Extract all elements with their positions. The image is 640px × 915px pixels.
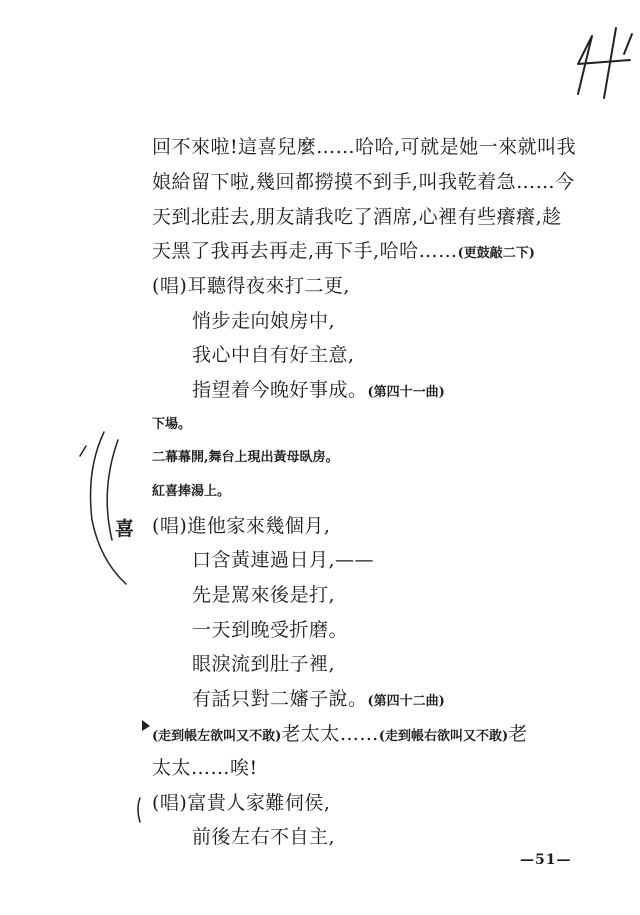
sung-line-5: (唱)進他家來幾個月, — [152, 515, 331, 537]
sung-line-7: 先是罵來後是打, — [192, 584, 336, 606]
sung-line-1: (唱)耳聽得夜來打二更, — [152, 275, 350, 297]
speaker-name: 喜 — [115, 518, 135, 540]
line-marker-icon — [138, 798, 140, 822]
stage-direction-enter: 紅喜捧湯上。 — [152, 484, 231, 499]
page-number: —51— — [520, 852, 572, 868]
stage-note-left: (走到帳左欲叫又不敢) — [152, 729, 282, 744]
sung-line-2: 悄步走向娘房中, — [192, 310, 336, 332]
stage-direction-scene: 二幕幕開,舞台上現出黃母臥房。 — [152, 450, 339, 465]
sung-line-8: 一天到晚受折磨。 — [192, 619, 349, 641]
stage-note-gong: (更鼓敲二下) — [457, 246, 535, 261]
dialogue-line-2: 太太……唉! — [152, 757, 258, 779]
stage-direction-exit: 下場。 — [152, 417, 192, 432]
sung-line-4-main: 指望着今晚好事成。 — [192, 379, 368, 401]
song-number-42: (第四十二曲) — [367, 694, 445, 709]
text-line-4-main: 天黑了我再去再走,再下手,哈哈…… — [152, 240, 458, 262]
dialogue-call-2: 老 — [508, 723, 528, 745]
bracket-mark-icon — [91, 432, 127, 584]
text-line-1: 回不來啦!這喜兒麼……哈哈,可就是她一來就叫我 — [152, 136, 577, 158]
text-line-3: 天到北莊去,朋友請我吃了酒席,心裡有些癢癢,趁 — [152, 206, 562, 228]
sung-line-9: 眼淚流到肚子裡, — [192, 653, 336, 675]
sung-line-10-main: 有話只對二嬸子說。 — [192, 688, 368, 710]
text-line-2: 娘給留下啦,幾回都撈摸不到手,叫我乾着急……今 — [152, 171, 575, 193]
sung-line-6: 口含黃連過日月,—— — [192, 549, 375, 571]
stage-note-right: (走到帳右欲叫又不敢) — [378, 729, 509, 744]
sung-line-12: 前後左右不自主, — [192, 826, 336, 848]
sung-line-3: 我心中自有好主意, — [192, 344, 355, 366]
song-number-41: (第四十一曲) — [367, 385, 445, 400]
corner-scribble-icon — [578, 28, 632, 98]
sung-line-11: (唱)富貴人家難伺侯, — [152, 792, 331, 814]
dialogue-call-1: 老太太…… — [281, 723, 379, 745]
arrow-marker-icon — [142, 720, 150, 731]
tick-mark-icon — [80, 446, 86, 456]
